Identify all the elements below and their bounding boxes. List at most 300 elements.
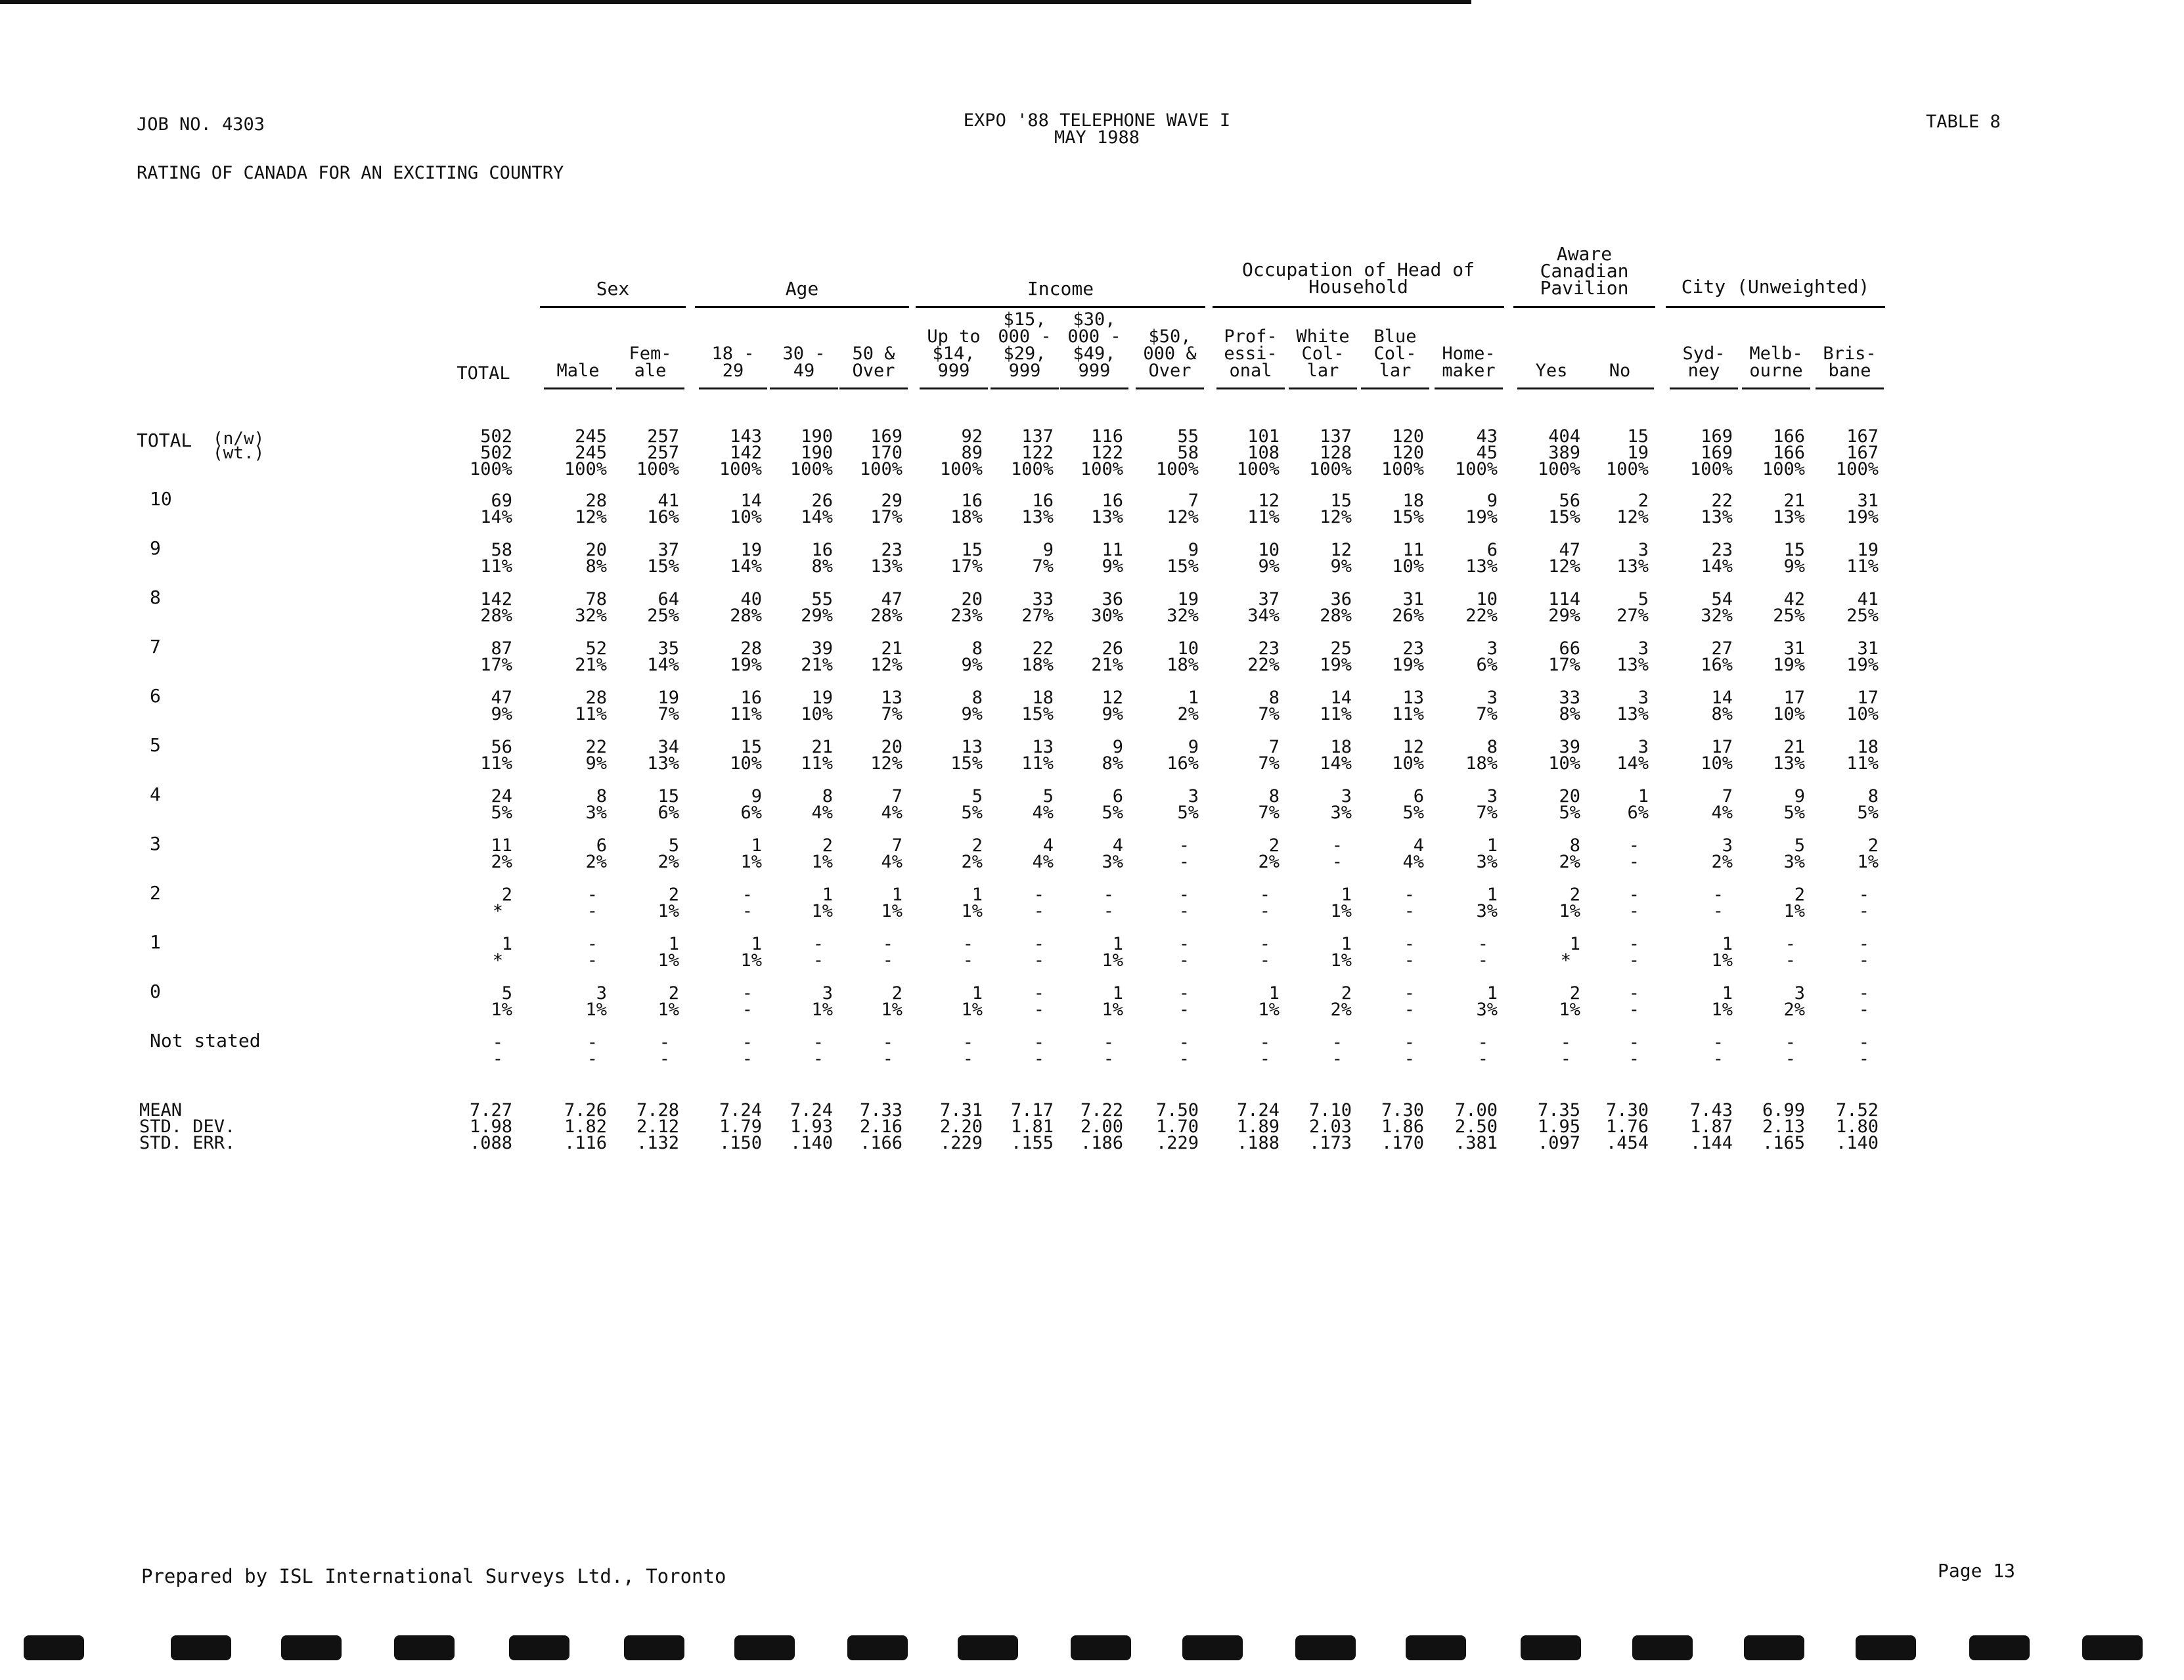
column-underline [839, 387, 908, 389]
count-cell: 78 [585, 589, 607, 609]
count-cell: - [1560, 1032, 1571, 1053]
count-cell: 20 [961, 589, 983, 609]
count-cell: 12 [1402, 737, 1424, 757]
count-cell: 14 [1711, 688, 1733, 708]
count-cell: 9 [751, 786, 762, 807]
count-cell: 2 [1794, 885, 1805, 905]
count-cell: 9 [1188, 540, 1199, 560]
row-label: 5 [150, 734, 161, 756]
count-cell: 3 [1638, 638, 1649, 659]
percent-cell: 23% [950, 606, 983, 626]
row-label: 9 [150, 537, 161, 559]
binder-hole [1295, 1635, 1356, 1660]
percent-cell: 4% [881, 803, 903, 823]
percent-cell: 1% [740, 950, 762, 971]
count-cell: 16 [1102, 491, 1123, 511]
binder-hole [281, 1635, 342, 1660]
binder-hole [1182, 1635, 1243, 1660]
count-cell: 9 [1794, 786, 1805, 807]
count-cell: - [1404, 934, 1415, 954]
count-cell: - [962, 1032, 973, 1053]
column-header: Fem- ale [629, 343, 672, 381]
percent-cell: 8% [1711, 704, 1733, 724]
count-cell: 36 [1102, 589, 1123, 609]
percent-cell: - [1858, 1000, 1869, 1020]
percent-cell: - [1785, 950, 1796, 971]
count-cell: - [1103, 1032, 1114, 1053]
percent-cell: * [1560, 950, 1571, 971]
count-cell: - [1858, 934, 1869, 954]
percent-cell: 5% [961, 803, 983, 823]
count-cell: 2 [1569, 983, 1580, 1004]
count-cell: 23 [1402, 638, 1424, 659]
count-cell: 2 [971, 835, 983, 856]
report-title: EXPO '88 TELEPHONE WAVE I [963, 110, 1231, 131]
group-header: Income [1027, 278, 1094, 299]
count-cell: 2 [668, 885, 679, 905]
count-cell: - [492, 1032, 503, 1053]
count-cell: 15 [1330, 491, 1352, 511]
column-underline [991, 387, 1059, 389]
column-underline [544, 387, 612, 389]
percent-cell: 8% [585, 556, 607, 577]
count-cell: 17 [1711, 737, 1733, 757]
percent-cell: 10% [1773, 704, 1805, 724]
total-n-cell: 167 [1846, 426, 1879, 447]
percent-cell: 2% [961, 852, 983, 872]
total-n-cell: 55 [1177, 426, 1199, 447]
count-cell: - [742, 885, 753, 905]
count-cell: 37 [1258, 589, 1280, 609]
row-label: 2 [150, 882, 161, 904]
percent-cell: 13% [1616, 655, 1649, 675]
row-label: Not stated [150, 1030, 261, 1051]
percent-cell: 18% [950, 507, 983, 527]
top-edge-rule [0, 0, 1471, 4]
count-cell: 142 [480, 589, 512, 609]
count-cell: 14 [740, 491, 762, 511]
count-cell: 5 [501, 983, 512, 1004]
percent-cell: 6% [740, 803, 762, 823]
percent-cell: 13% [1773, 753, 1805, 774]
column-header: 30 - 49 [782, 343, 826, 381]
group-underline [1213, 306, 1504, 308]
count-cell: 1 [1341, 885, 1352, 905]
count-cell: 28 [585, 491, 607, 511]
percent-cell: - [1259, 901, 1270, 921]
percent-cell: 14% [1616, 753, 1649, 774]
percent-cell: 1% [1711, 1000, 1733, 1020]
percent-cell: 7% [1258, 753, 1280, 774]
percent-cell: 9% [1102, 556, 1123, 577]
count-cell: 23 [881, 540, 903, 560]
percent-cell: 19% [1846, 507, 1879, 527]
count-cell: 26 [811, 491, 833, 511]
percent-cell: 27% [1616, 606, 1649, 626]
binder-hole [24, 1635, 84, 1660]
percent-cell: - [1712, 1049, 1724, 1069]
count-cell: 15 [657, 786, 679, 807]
count-cell: - [1259, 885, 1270, 905]
count-cell: 3 [1486, 688, 1498, 708]
percent-cell: 13% [1465, 556, 1498, 577]
percent-cell: 12% [870, 655, 903, 675]
count-cell: - [813, 934, 824, 954]
column-header: $50, 000 & Over [1143, 326, 1197, 381]
count-cell: 28 [585, 688, 607, 708]
percent-cell: - [492, 1049, 503, 1069]
count-cell: 5 [1042, 786, 1054, 807]
percent-cell: - [1560, 1049, 1571, 1069]
row-label-total: TOTAL [137, 430, 192, 451]
total-wt-cell: 190 [801, 443, 833, 463]
percent-cell: 25% [647, 606, 679, 626]
stat-sd-cell: 1.89 [1236, 1116, 1280, 1137]
count-cell: - [1858, 1032, 1869, 1053]
percent-cell: - [1331, 1049, 1343, 1069]
binder-hole [734, 1635, 795, 1660]
percent-cell: 13% [1773, 507, 1805, 527]
percent-cell: 1% [1330, 901, 1352, 921]
row-label: 10 [150, 488, 172, 510]
count-cell: 54 [1711, 589, 1733, 609]
total-wt-cell: 170 [870, 443, 903, 463]
percent-cell: - [1477, 1049, 1488, 1069]
count-cell: 26 [1102, 638, 1123, 659]
percent-cell: 1% [881, 901, 903, 921]
count-cell: 114 [1548, 589, 1580, 609]
count-cell: 13 [961, 737, 983, 757]
count-cell: 1 [751, 934, 762, 954]
count-cell: - [1628, 934, 1639, 954]
stat-sd-cell: 1.79 [719, 1116, 762, 1137]
percent-cell: 12% [1548, 556, 1580, 577]
count-cell: - [1259, 934, 1270, 954]
percent-cell: 10% [1392, 753, 1424, 774]
column-header: TOTAL [457, 363, 510, 384]
percent-cell: 28% [1320, 606, 1352, 626]
column-header: 18 - 29 [711, 343, 755, 381]
percent-cell: 1% [1711, 950, 1733, 971]
count-cell: 5 [1794, 835, 1805, 856]
row-label-total-sub: (n/w) (wt.) [213, 429, 265, 463]
count-cell: 56 [1559, 491, 1580, 511]
percent-cell: 13% [1021, 507, 1054, 527]
count-cell: 2 [891, 983, 903, 1004]
count-cell: 20 [881, 737, 903, 757]
count-cell: 56 [491, 737, 512, 757]
percent-cell: 1% [1559, 901, 1580, 921]
prepared-by: Prepared by ISL International Surveys Ltd., Toronto [141, 1565, 726, 1587]
count-cell: 16 [1032, 491, 1054, 511]
stat-mean-cell: 7.27 [469, 1100, 512, 1120]
count-cell: 5 [668, 835, 679, 856]
total-wt-cell: 45 [1476, 443, 1498, 463]
count-cell: 17 [1783, 688, 1805, 708]
count-cell: 7 [891, 835, 903, 856]
stat-se-cell: .454 [1605, 1133, 1649, 1153]
count-cell: - [1033, 934, 1044, 954]
percent-cell: 9% [491, 704, 512, 724]
count-cell: - [1033, 885, 1044, 905]
count-cell: 31 [1783, 638, 1805, 659]
percent-cell: - [742, 1000, 753, 1020]
percent-cell: 11% [1247, 507, 1280, 527]
percent-cell: - [1858, 950, 1869, 971]
total-pct-cell: 100% [1835, 459, 1879, 479]
count-cell: 22 [1032, 638, 1054, 659]
percent-cell: 15% [1167, 556, 1199, 577]
count-cell: 3 [596, 983, 607, 1004]
percent-cell: - [1033, 1049, 1044, 1069]
count-cell: - [1404, 885, 1415, 905]
percent-cell: 6% [1627, 803, 1649, 823]
percent-cell: 5% [1783, 803, 1805, 823]
count-cell: 35 [657, 638, 679, 659]
total-n-cell: 43 [1476, 426, 1498, 447]
percent-cell: 13% [870, 556, 903, 577]
percent-cell: 2% [1711, 852, 1733, 872]
count-cell: 29 [881, 491, 903, 511]
count-cell: 37 [657, 540, 679, 560]
column-header: 50 & Over [852, 343, 895, 381]
stat-sd-cell: 1.86 [1381, 1116, 1424, 1137]
count-cell: 18 [1857, 737, 1879, 757]
group-underline [916, 306, 1205, 308]
percent-cell: 11% [1320, 704, 1352, 724]
report-date: MAY 1988 [1054, 127, 1140, 148]
column-header: $15, 000 - $29, 999 [998, 309, 1052, 381]
percent-cell: 14% [647, 655, 679, 675]
percent-cell: - [659, 1049, 670, 1069]
percent-cell: 9% [1258, 556, 1280, 577]
stat-mean-cell: 7.24 [790, 1100, 833, 1120]
job-number: JOB NO. 4303 [137, 114, 265, 135]
count-cell: 1 [1188, 688, 1199, 708]
count-cell: 1 [1112, 983, 1123, 1004]
count-cell: 1 [1486, 835, 1498, 856]
percent-cell: 1% [1102, 1000, 1123, 1020]
percent-cell: - [742, 901, 753, 921]
group-header: Age [785, 278, 819, 299]
count-cell: 1 [751, 835, 762, 856]
count-cell: 2 [1341, 983, 1352, 1004]
percent-cell: 1% [1258, 1000, 1280, 1020]
stat-sd-cell: 2.20 [939, 1116, 983, 1137]
count-cell: 33 [1559, 688, 1580, 708]
stat-mean-cell: 7.35 [1537, 1100, 1580, 1120]
percent-cell: 1% [1857, 852, 1879, 872]
percent-cell: 8% [1102, 753, 1123, 774]
count-cell: - [1178, 835, 1190, 856]
binder-hole [1632, 1635, 1693, 1660]
percent-cell: 1% [811, 901, 833, 921]
percent-cell: 10% [1846, 704, 1879, 724]
count-cell: 39 [1559, 737, 1580, 757]
percent-cell: 9% [1330, 556, 1352, 577]
percent-cell: - [1033, 1000, 1044, 1020]
stat-se-cell: .173 [1308, 1133, 1352, 1153]
percent-cell: - [1259, 950, 1270, 971]
stat-se-cell: .088 [469, 1133, 512, 1153]
total-pct-cell: 100% [1605, 459, 1649, 479]
count-cell: 15 [961, 540, 983, 560]
percent-cell: - [962, 1049, 973, 1069]
count-cell: 47 [491, 688, 512, 708]
percent-cell: - [1858, 901, 1869, 921]
column-header: Yes [1535, 361, 1568, 381]
binder-hole [1521, 1635, 1581, 1660]
percent-cell: - [813, 950, 824, 971]
column-underline [699, 387, 767, 389]
row-label: 4 [150, 784, 161, 805]
percent-cell: - [1103, 1049, 1114, 1069]
total-pct-cell: 100% [790, 459, 833, 479]
stat-sd-cell: 1.80 [1835, 1116, 1879, 1137]
column-header: Bris- bane [1823, 343, 1877, 381]
percent-cell: 1% [657, 901, 679, 921]
stat-se-cell: .229 [939, 1133, 983, 1153]
count-cell: 1 [1268, 983, 1280, 1004]
column-header: Blue Col- lar [1373, 326, 1417, 381]
count-cell: - [1628, 835, 1639, 856]
percent-cell: - [1331, 852, 1343, 872]
percent-cell: 5% [1102, 803, 1123, 823]
percent-cell: 17% [480, 655, 512, 675]
percent-cell: 10% [730, 507, 762, 527]
stat-se-cell: .150 [719, 1133, 762, 1153]
count-cell: 21 [1783, 737, 1805, 757]
stat-se-cell: .186 [1080, 1133, 1123, 1153]
total-wt-cell: 108 [1247, 443, 1280, 463]
count-cell: 69 [491, 491, 512, 511]
count-cell: 7 [1268, 737, 1280, 757]
count-cell: 3 [1486, 786, 1498, 807]
column-header: No [1609, 361, 1631, 381]
percent-cell: 1% [881, 1000, 903, 1020]
count-cell: 1 [1638, 786, 1649, 807]
count-cell: 1 [1486, 885, 1498, 905]
percent-cell: 1% [491, 1000, 512, 1020]
count-cell: 1 [1341, 934, 1352, 954]
count-cell: 3 [822, 983, 833, 1004]
count-cell: - [1628, 885, 1639, 905]
count-cell: 39 [811, 638, 833, 659]
total-n-cell: 137 [1320, 426, 1352, 447]
percent-cell: 15% [1548, 507, 1580, 527]
percent-cell: - [1628, 901, 1639, 921]
percent-cell: 18% [1167, 655, 1199, 675]
total-wt-cell: 120 [1392, 443, 1424, 463]
percent-cell: 4% [1711, 803, 1733, 823]
total-n-cell: 169 [1701, 426, 1733, 447]
total-n-cell: 404 [1548, 426, 1580, 447]
count-cell: 12 [1102, 688, 1123, 708]
count-cell: - [1033, 1032, 1044, 1053]
stat-se-cell: .381 [1454, 1133, 1498, 1153]
total-pct-cell: 100% [1537, 459, 1580, 479]
count-cell: 12 [1330, 540, 1352, 560]
total-pct-cell: 100% [469, 459, 512, 479]
count-cell: 4 [1413, 835, 1424, 856]
total-pct-cell: 100% [1381, 459, 1424, 479]
percent-cell: 11% [1846, 556, 1879, 577]
stat-se-cell: .140 [790, 1133, 833, 1153]
count-cell: 21 [811, 737, 833, 757]
column-header: Syd- ney [1682, 343, 1726, 381]
percent-cell: 14% [1320, 753, 1352, 774]
total-wt-cell: 169 [1701, 443, 1733, 463]
total-wt-cell: 122 [1021, 443, 1054, 463]
count-cell: - [742, 1032, 753, 1053]
percent-cell: 11% [1392, 704, 1424, 724]
count-cell: - [1785, 934, 1796, 954]
count-cell: 6 [1112, 786, 1123, 807]
percent-cell: - [1628, 950, 1639, 971]
total-n-cell: 143 [730, 426, 762, 447]
count-cell: - [1259, 1032, 1270, 1053]
percent-cell: 13% [647, 753, 679, 774]
percent-cell: 13% [1701, 507, 1733, 527]
percent-cell: 15% [1021, 704, 1054, 724]
count-cell: - [1858, 983, 1869, 1004]
percent-cell: 15% [1392, 507, 1424, 527]
percent-cell: 1% [961, 1000, 983, 1020]
binder-hole [394, 1635, 455, 1660]
stat-mean-cell: 7.24 [719, 1100, 762, 1120]
percent-cell: 5% [1857, 803, 1879, 823]
percent-cell: 10% [1548, 753, 1580, 774]
column-header: Up to $14, 999 [927, 326, 981, 381]
table-subtitle: RATING OF CANADA FOR AN EXCITING COUNTRY [137, 163, 564, 183]
count-cell: 64 [657, 589, 679, 609]
row-label: 3 [150, 833, 161, 854]
count-cell: 2 [1867, 835, 1879, 856]
count-cell: 22 [585, 737, 607, 757]
count-cell: 1 [971, 885, 983, 905]
count-cell: 8 [1486, 737, 1498, 757]
percent-cell: 4% [881, 852, 903, 872]
percent-cell: 18% [1465, 753, 1498, 774]
count-cell: - [742, 983, 753, 1004]
percent-cell: - [1628, 1049, 1639, 1069]
percent-cell: 10% [1701, 753, 1733, 774]
column-underline [1136, 387, 1204, 389]
column-underline [1586, 387, 1654, 389]
count-cell: - [813, 1032, 824, 1053]
row-label: 6 [150, 685, 161, 707]
total-n-cell: 257 [647, 426, 679, 447]
column-underline [1517, 387, 1586, 389]
stat-se-cell: .188 [1236, 1133, 1280, 1153]
percent-cell: 32% [1701, 606, 1733, 626]
count-cell: 13 [1032, 737, 1054, 757]
percent-cell: 26% [1392, 606, 1424, 626]
percent-cell: 11% [801, 753, 833, 774]
count-cell: - [1178, 1032, 1190, 1053]
count-cell: - [1178, 885, 1190, 905]
percent-cell: 1% [1783, 901, 1805, 921]
percent-cell: - [587, 901, 598, 921]
count-cell: 15 [740, 737, 762, 757]
percent-cell: 7% [1476, 704, 1498, 724]
count-cell: - [1178, 934, 1190, 954]
stat-se-cell: .144 [1689, 1133, 1733, 1153]
percent-cell: 1% [811, 852, 833, 872]
count-cell: - [1477, 934, 1488, 954]
percent-cell: 11% [575, 704, 607, 724]
stat-sd-cell: 2.03 [1308, 1116, 1352, 1137]
